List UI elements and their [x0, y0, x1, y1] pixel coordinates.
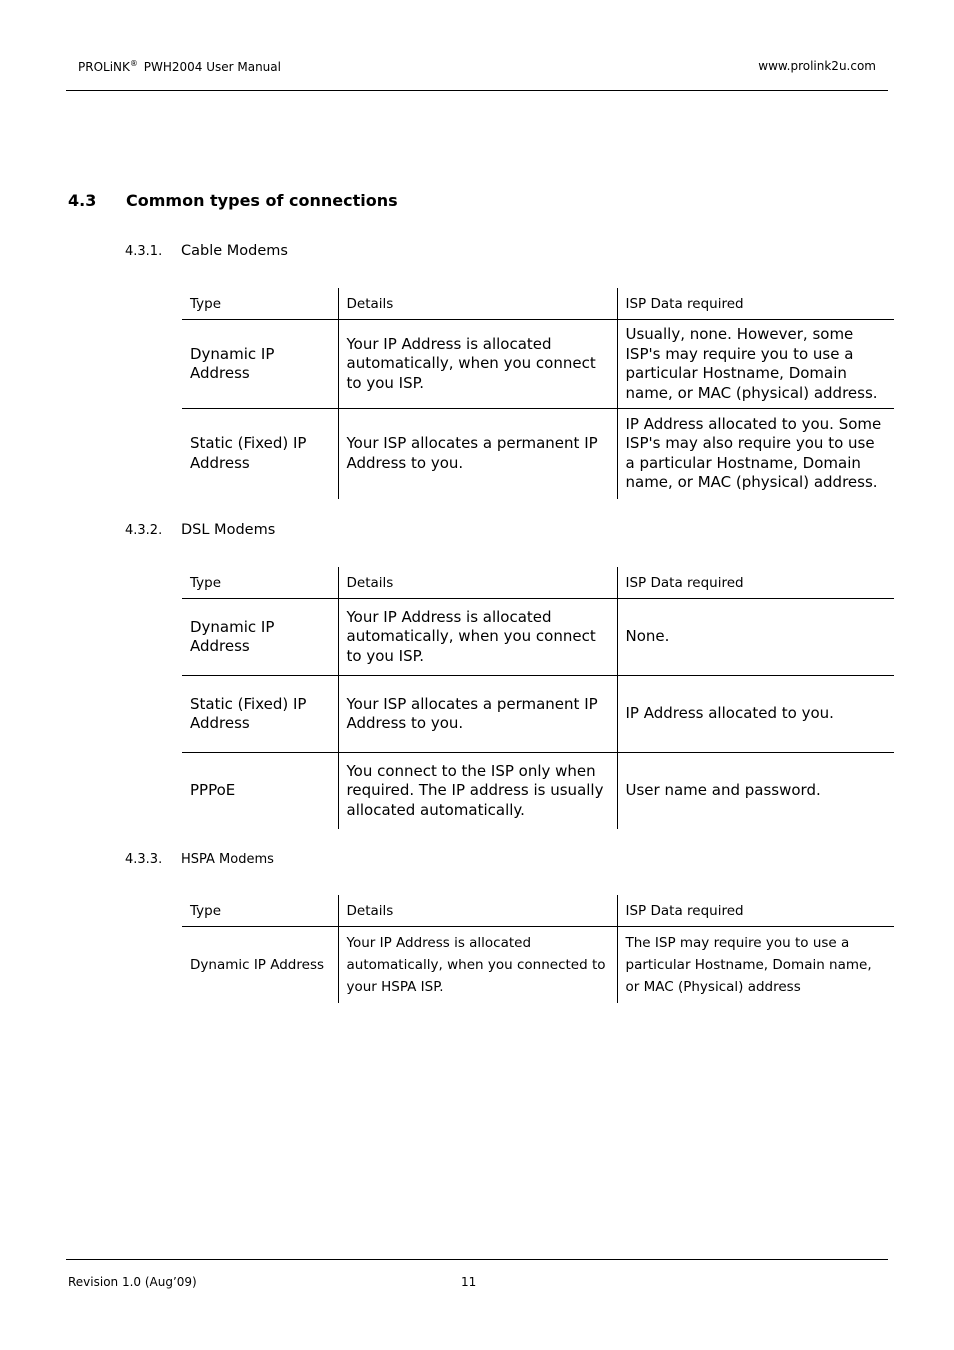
- section-heading: [68, 191, 398, 210]
- brand-name: PROLiNK: [78, 60, 130, 74]
- cell-details: Your IP Address is allocated automatically, when you connected to your HSPA ISP.: [338, 927, 617, 1003]
- website-url: www.prolink2u.com: [758, 59, 876, 73]
- subsection-title: DSL Modems: [181, 522, 276, 538]
- column-header-details: Details: [338, 895, 617, 927]
- dsl-modems-table: [182, 567, 894, 829]
- cell-type: Dynamic IP Address: [190, 956, 325, 973]
- cable-modems-table: [182, 288, 894, 499]
- cell-type: Static (Fixed) IP Address: [182, 676, 338, 753]
- running-header-title: [78, 59, 281, 74]
- manual-title: PWH2004 User Manual: [143, 60, 281, 74]
- cell-details: You connect to the ISP only when required. The IP address is usually allocated automatically.: [338, 753, 617, 829]
- cell-type: Dynamic IP Address: [182, 599, 338, 676]
- cell-type: Static (Fixed) IP Address: [190, 434, 307, 472]
- column-header-type: Type: [182, 895, 338, 927]
- subsection-number: 4.3.1.: [125, 244, 163, 259]
- table-header-row: [182, 895, 894, 927]
- subsection-title: HSPA Modems: [181, 852, 274, 867]
- table-row: [182, 409, 894, 499]
- cell-isp-data: User name and password.: [617, 753, 894, 829]
- subsection-number: 4.3.3.: [125, 852, 163, 867]
- column-header-isp-data: ISP Data required: [617, 567, 894, 599]
- table-row: [182, 753, 894, 829]
- column-header-details: Details: [338, 567, 617, 599]
- table-row: [182, 676, 894, 753]
- header-divider: [66, 90, 888, 91]
- page-number: 11: [461, 1275, 477, 1289]
- section-number: 4.3: [68, 191, 97, 210]
- table-header-row: [182, 288, 894, 320]
- table-row: [182, 927, 894, 1003]
- revision-label: Revision 1.0 (Aug’09): [68, 1275, 197, 1289]
- hspa-modems-table: [182, 895, 894, 1003]
- column-header-details: Details: [338, 288, 617, 320]
- cell-details: Your ISP allocates a permanent IP Address to you.: [338, 409, 617, 499]
- cell-isp-data: IP Address allocated to you. Some ISP's may also require you to use a particular Hostname, Domain name, or MAC (physical) address.: [617, 409, 894, 499]
- column-header-isp-data: ISP Data required: [617, 895, 894, 927]
- column-header-isp-data: ISP Data required: [617, 288, 894, 320]
- subsection-title: Cable Modems: [181, 243, 288, 259]
- column-header-type: Type: [182, 288, 338, 320]
- column-header-type: Type: [182, 567, 338, 599]
- cell-isp-data: IP Address allocated to you.: [617, 676, 894, 753]
- cell-isp-data: None.: [617, 599, 894, 676]
- table-header-row: [182, 567, 894, 599]
- footer-divider: [66, 1259, 888, 1260]
- cell-type: Dynamic IP Address: [182, 320, 338, 409]
- section-title: Common types of connections: [126, 191, 398, 210]
- cell-details: Your ISP allocates a permanent IP Address to you.: [338, 676, 617, 753]
- cell-isp-data: The ISP may require you to use a particular Hostname, Domain name, or MAC (Physical) address: [617, 927, 894, 1003]
- subsection-heading-hspa: [125, 852, 274, 867]
- table-row: [182, 599, 894, 676]
- subsection-number: 4.3.2.: [125, 523, 163, 538]
- subsection-heading-dsl: [125, 522, 275, 538]
- cell-details: Your IP Address is allocated automatically, when you connect to you ISP.: [338, 599, 617, 676]
- cell-type: PPPoE: [190, 781, 236, 799]
- cell-details: Your IP Address is allocated automatically, when you connect to you ISP.: [338, 320, 617, 409]
- trademark-symbol: ®: [129, 59, 138, 68]
- subsection-heading-cable: [125, 243, 288, 259]
- table-row: [182, 320, 894, 409]
- cell-isp-data: Usually, none. However, some ISP's may require you to use a particular Hostname, Domain name, or MAC (physical) address.: [617, 320, 894, 409]
